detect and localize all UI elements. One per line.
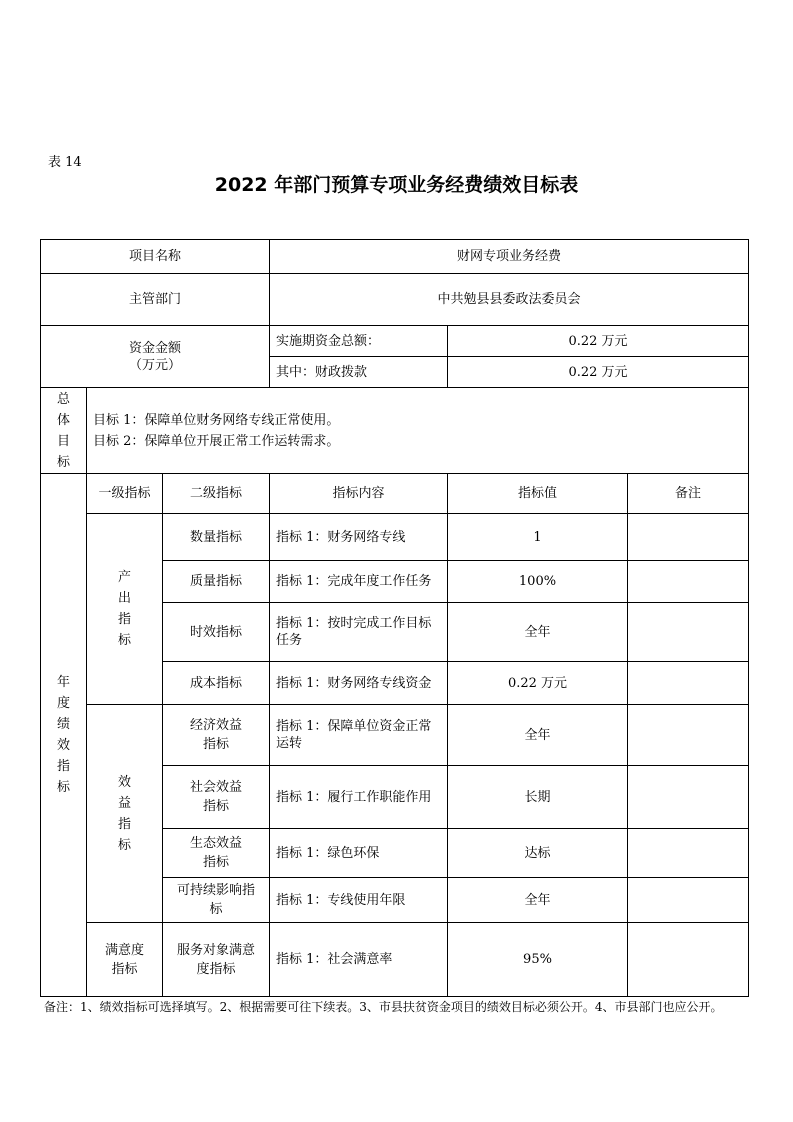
value-cell: 长期 xyxy=(448,766,628,829)
level2-cell: 服务对象满意度指标 xyxy=(163,923,270,997)
project-name-row xyxy=(41,240,749,274)
fiscal-funds-value: 0.22 万元 xyxy=(448,357,749,388)
funds-total-row xyxy=(41,326,749,357)
level2-cell: 数量指标 xyxy=(163,514,270,561)
overall-goals-content xyxy=(87,388,749,474)
remark-cell xyxy=(628,514,749,561)
content-cell: 指标 1：按时完成工作目标任务 xyxy=(270,603,448,662)
goal-1: 目标 1：保障单位财务网络专线正常使用。 xyxy=(93,412,340,428)
value-cell: 1 xyxy=(448,514,628,561)
project-name-value: 财网专项业务经费 xyxy=(270,240,749,274)
content-cell: 指标 1：财务网络专线 xyxy=(270,514,448,561)
remark-cell xyxy=(628,603,749,662)
level2-cell: 时效指标 xyxy=(163,603,270,662)
content-cell: 指标 1：完成年度工作任务 xyxy=(270,561,448,603)
funds-label-line-2: （万元） xyxy=(128,357,181,373)
remark-cell xyxy=(628,705,749,766)
level1-satisfaction: 满意度指标 xyxy=(87,923,163,997)
remark-cell xyxy=(628,766,749,829)
overall-goals-row xyxy=(41,388,749,474)
table-number-label: 表 14 xyxy=(48,155,82,170)
department-row xyxy=(41,274,749,326)
remark-cell xyxy=(628,878,749,923)
level2-cell: 可持续影响指标 xyxy=(163,878,270,923)
level2-cell: 成本指标 xyxy=(163,662,270,705)
table-row xyxy=(41,705,749,766)
funds-label-line-1: 资金金额 xyxy=(128,340,181,356)
content-cell: 指标 1：履行工作职能作用 xyxy=(270,766,448,829)
content-cell: 指标 1：专线使用年限 xyxy=(270,878,448,923)
level2-cell: 经济效益指标 xyxy=(163,705,270,766)
content-cell: 指标 1：社会满意率 xyxy=(270,923,448,997)
department-value: 中共勉县县委政法委员会 xyxy=(270,274,749,326)
remark-cell xyxy=(628,662,749,705)
value-cell: 全年 xyxy=(448,878,628,923)
remark-cell xyxy=(628,561,749,603)
header-level2: 二级指标 xyxy=(163,474,270,514)
total-funds-label: 实施期资金总额： xyxy=(270,326,448,357)
content-cell: 指标 1：财务网络专线资金 xyxy=(270,662,448,705)
value-cell: 全年 xyxy=(448,705,628,766)
table-row xyxy=(41,514,749,561)
level2-cell: 社会效益指标 xyxy=(163,766,270,829)
goal-2: 目标 2：保障单位开展正常工作运转需求。 xyxy=(93,433,340,449)
footnote: 备注：1、绩效指标可选择填写。2、根据需要可往下续表。3、市县扶贫资金项目的绩效目标必须公开。4、市县部门也应公开。 xyxy=(44,1000,723,1014)
header-content: 指标内容 xyxy=(270,474,448,514)
table-row xyxy=(41,923,749,997)
project-name-label: 项目名称 xyxy=(41,240,270,274)
funds-label xyxy=(41,326,270,388)
department-label: 主管部门 xyxy=(41,274,270,326)
level1-benefit: 效益指标 xyxy=(87,705,163,923)
header-level1: 一级指标 xyxy=(87,474,163,514)
header-value: 指标值 xyxy=(448,474,628,514)
content-cell: 指标 1：绿色环保 xyxy=(270,829,448,878)
total-funds-value: 0.22 万元 xyxy=(448,326,749,357)
value-cell: 达标 xyxy=(448,829,628,878)
value-cell: 0.22 万元 xyxy=(448,662,628,705)
remark-cell xyxy=(628,829,749,878)
value-cell: 100% xyxy=(448,561,628,603)
annual-indicators-label: 年度绩效指标 xyxy=(41,474,87,997)
level2-cell: 质量指标 xyxy=(163,561,270,603)
value-cell: 全年 xyxy=(448,603,628,662)
content-cell: 指标 1：保障单位资金正常运转 xyxy=(270,705,448,766)
level2-cell: 生态效益指标 xyxy=(163,829,270,878)
level1-output: 产出指标 xyxy=(87,514,163,705)
indicator-header-row xyxy=(41,474,749,514)
performance-target-table xyxy=(40,239,749,997)
header-remark: 备注 xyxy=(628,474,749,514)
fiscal-funds-label: 其中：财政拨款 xyxy=(270,357,448,388)
overall-goals-label: 总体目标 xyxy=(41,388,87,474)
page-title: 2022 年部门预算专项业务经费绩效目标表 xyxy=(214,174,579,196)
remark-cell xyxy=(628,923,749,997)
value-cell: 95% xyxy=(448,923,628,997)
